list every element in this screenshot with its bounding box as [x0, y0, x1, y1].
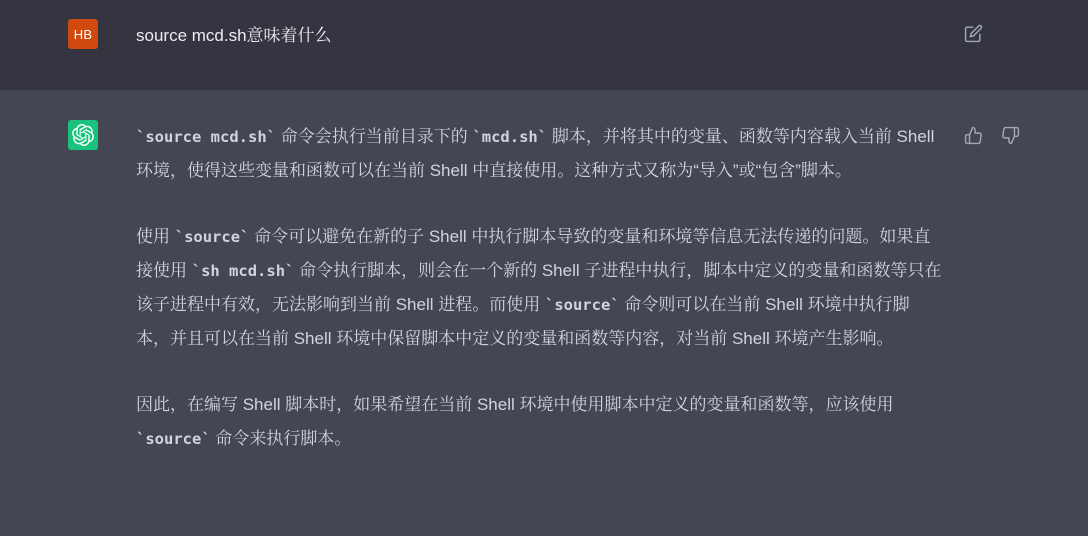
- text-run: 命令可以避免在新的子 Shell 中执行脚本导致的变量和环境等信息无法传递的问题。如果直接使用: [136, 227, 931, 280]
- text-run: 使用: [136, 227, 175, 246]
- user-message-text: source mcd.sh意味着什么: [136, 26, 332, 45]
- assistant-message-row: [0, 90, 1088, 536]
- user-message-actions: [964, 19, 983, 43]
- inline-code: `source`: [136, 430, 211, 448]
- inline-code: `mcd.sh`: [472, 128, 548, 146]
- assistant-paragraph: [136, 388, 942, 456]
- text-run: 脚本，并将其中的变量、函数等内容载入当前 Shell 环境，使得这些变量和函数可以在当前 Shell 中直接使用。这种方式又称为“导入”或“包含”脚本。: [136, 127, 935, 180]
- user-message-row: [0, 0, 1088, 90]
- text-run: 命令则可以在当前 Shell 环境中执行脚本，并且可以在当前 Shell 环境中保留脚本中定义的变量和函数等内容，对当前 Shell 环境产生影响。: [136, 295, 910, 348]
- user-avatar: HB: [68, 19, 98, 49]
- text-run: 因此，在编写 Shell 脚本时，如果希望在当前 Shell 环境中使用脚本中定义的变量和函数等，应该使用: [136, 395, 894, 414]
- inline-code: `sh mcd.sh`: [191, 262, 295, 280]
- assistant-paragraph: [136, 120, 942, 188]
- thumbs-down-button[interactable]: [1001, 126, 1020, 145]
- text-run: 命令执行脚本，则会在一个新的 Shell 子进程中执行，脚本中定义的变量和函数等只在该子进程中有效，无法影响到当前 Shell 进程。而使用: [136, 261, 942, 314]
- inline-code: `source mcd.sh`: [136, 128, 276, 146]
- text-run: 命令会执行当前目录下的: [275, 127, 473, 146]
- assistant-paragraph: [136, 220, 942, 356]
- thumbs-up-button[interactable]: [964, 126, 983, 145]
- assistant-message-text: [136, 120, 942, 456]
- inline-code: `source`: [174, 228, 250, 246]
- edit-pencil-square-icon: [964, 24, 983, 43]
- thumbs-up-icon: [964, 126, 983, 145]
- edit-message-button[interactable]: [964, 24, 983, 43]
- text-run: 命令来执行脚本。: [210, 429, 352, 448]
- thumbs-down-icon: [1001, 126, 1020, 145]
- inline-code: `source`: [544, 296, 620, 314]
- assistant-message-actions: [964, 120, 1020, 145]
- assistant-avatar: [68, 120, 98, 150]
- openai-logo-icon: [72, 124, 94, 146]
